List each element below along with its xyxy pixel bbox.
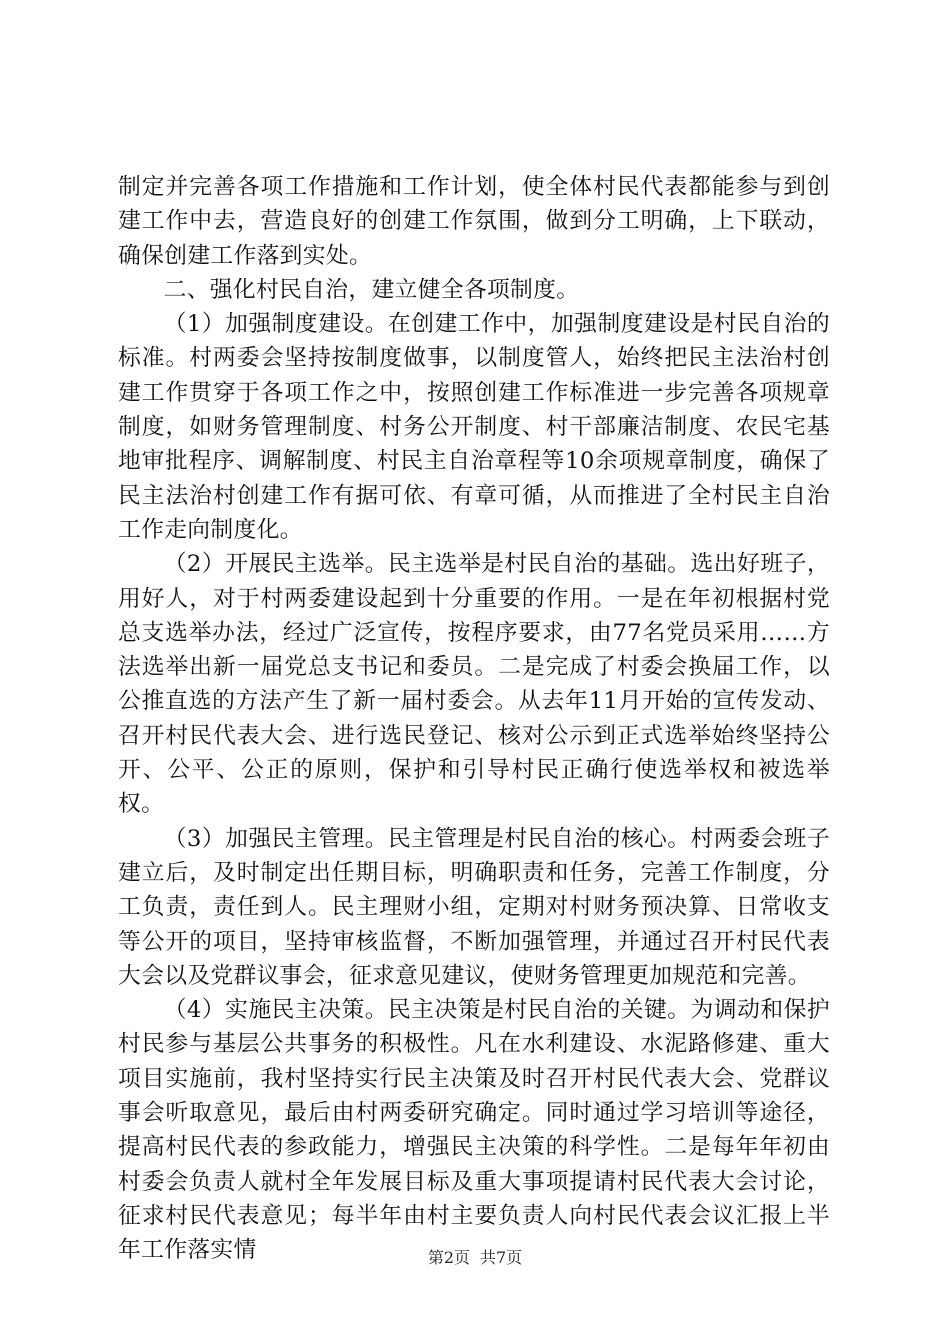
page-footer [0, 1248, 950, 1268]
page-total: 共7页 [480, 1248, 523, 1267]
paragraph-democratic-decision: （4）实施民主决策。民主决策是村民自治的关键。为调动和保护村民参与基层公共事务的积极性。凡在水利建设、水泥路修建、重大项目实施前，我村坚持实行民主决策及时召开村民代表大会、党群议事会听取意见，最后由村两委研究确定。同时通过学习培训等途径，提高村民代表的参政能力，增强民主决策的科学性。二是每年年初由村委会负责人就村全年发展目标及重大事项提请村民代表大会讨论，征求村民代表意见；每半年由村主要负责人向村民代表会议汇报上半年工作落实情 [118, 997, 830, 1264]
page-number: 第2页 [427, 1248, 470, 1267]
paragraph-system-building: （1）加强制度建设。在创建工作中，加强制度建设是村民自治的标准。村两委会坚持按制度做事，以制度管人，始终把民主法治村创建工作贯穿于各项工作之中，按照创建工作标准进一步完善各项规章制度，如财务管理制度、村务公开制度、村干部廉洁制度、农民宅基地审批程序、调解制度、村民主自治章程等10余项规章制度，确保了民主法治村创建工作有据可依、有章可循，从而推进了全村民主自治工作走向制度化。 [118, 311, 830, 543]
paragraph-continuation: 制定并完善各项工作措施和工作计划，使全体村民代表都能参与到创建工作中去，营造良好的创建工作氛围，做到分工明确，上下联动，确保创建工作落到实处。 [118, 174, 830, 269]
document-body [118, 170, 830, 1268]
section-heading: 二、强化村民自治，建立健全各项制度。 [163, 276, 580, 303]
paragraph-democratic-election: （2）开展民主选举。民主选举是村民自治的基础。选出好班子，用好人，对于村两委建设起到十分重要的作用。一是在年初根据村党总支选举办法，经过广泛宣传，按程序要求，由77名党员采用……方法选举出新一届党总支书记和委员。二是完成了村委会换届工作，以公推直选的方法产生了新一届村委会。从去年11月开始的宣传发动、召开村民代表大会、进行选民登记、核对公示到正式选举始终坚持公开、公平、公正的原则，保护和引导村民正确行使选举权和被选举权。 [118, 551, 830, 818]
paragraph-democratic-management: （3）加强民主管理。民主管理是村民自治的核心。村两委会班子建立后，及时制定出任期目标，明确职责和任务，完善工作制度，分工负责，责任到人。民主理财小组，定期对村财务预决算、日常收支等公开的项目，坚持审核监督，不断加强管理，并通过召开村民代表大会以及党群议事会，征求意见建议，使财务管理更加规范和完善。 [118, 825, 830, 989]
